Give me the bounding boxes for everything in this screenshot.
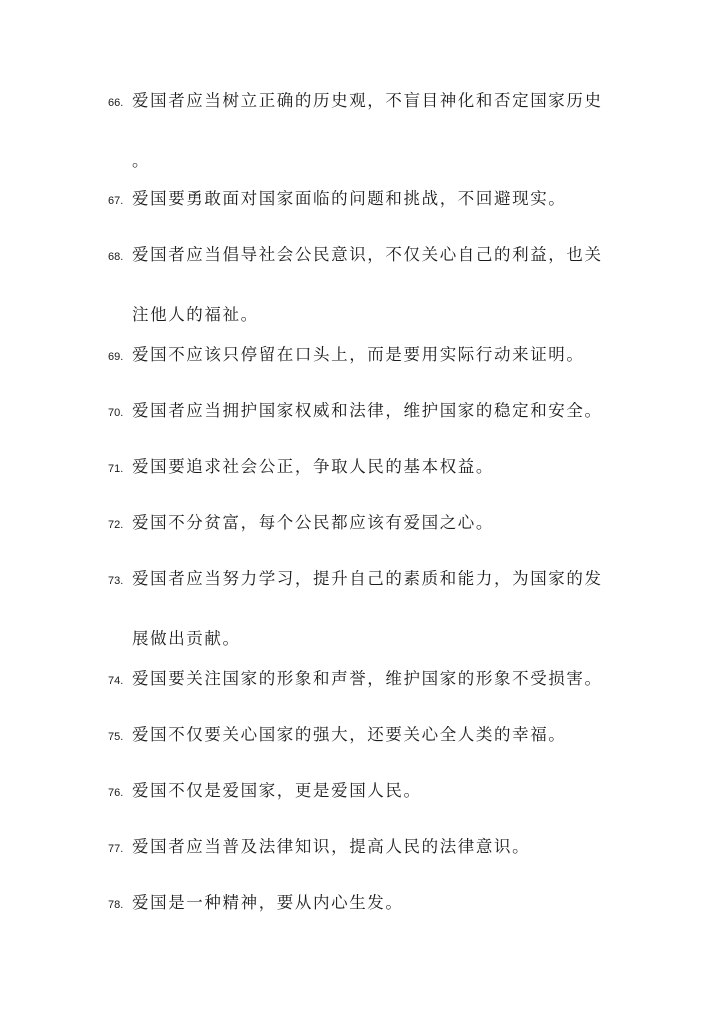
list-item-71 [108,438,628,498]
item-number: 77. [108,843,124,855]
item-text: 爱国者应当拥护国家权威和法律，维护国家的稳定和安全。 [132,401,603,420]
item-number: 70. [108,407,124,419]
item-number: 76. [108,787,124,799]
item-number: 75. [108,731,124,743]
item-number: 72. [108,519,124,531]
item-number: 73. [108,575,124,587]
list-item-72 [108,494,628,554]
item-number: 69. [108,351,124,363]
item-text: 爱国不应该只停留在口头上，而是要用实际行动来证明。 [132,345,585,364]
item-text: 爱国不仅要关心国家的强大，还要关心全人类的幸福。 [132,725,567,744]
item-text: 爱国者应当努力学习，提升自己的素质和能力，为国家的发 [132,569,603,588]
list-item-78 [108,874,628,934]
list-item-74 [108,650,628,710]
item-number: 71. [108,463,124,475]
item-text-continuation: 展做出贡献。 [132,629,241,648]
list-item-75 [108,706,628,766]
item-text: 爱国不仅是爱国家，更是爱国人民。 [132,781,422,800]
item-text: 爱国要关注国家的形象和声誉，维护国家的形象不受损害。 [132,669,603,688]
item-text: 爱国者应当普及法律知识，提高人民的法律意识。 [132,837,531,856]
item-text-continuation: 注他人的福祉。 [132,305,259,324]
item-text: 爱国不分贫富，每个公民都应该有爱国之心。 [132,513,494,532]
item-number: 66. [108,97,124,109]
item-text-continuation: 。 [132,151,151,170]
list-item-69 [108,326,628,386]
item-text: 爱国者应当倡导社会公民意识，不仅关心自己的利益，也关 [132,245,603,264]
item-text: 爱国要追求社会公正，争取人民的基本权益。 [132,457,494,476]
item-text: 爱国要勇敢面对国家面临的问题和挑战，不回避现实。 [132,189,567,208]
item-number: 67. [108,195,124,207]
list-item-70 [108,382,628,442]
list-item-67 [108,170,628,230]
list-item-77 [108,818,628,878]
item-number: 68. [108,251,124,263]
item-number: 74. [108,675,124,687]
list-item-76 [108,762,628,822]
item-number: 78. [108,899,124,911]
item-text: 爱国是一种精神，要从内心生发。 [132,893,404,912]
item-text: 爱国者应当树立正确的历史观，不盲目神化和否定国家历史 [132,91,603,110]
